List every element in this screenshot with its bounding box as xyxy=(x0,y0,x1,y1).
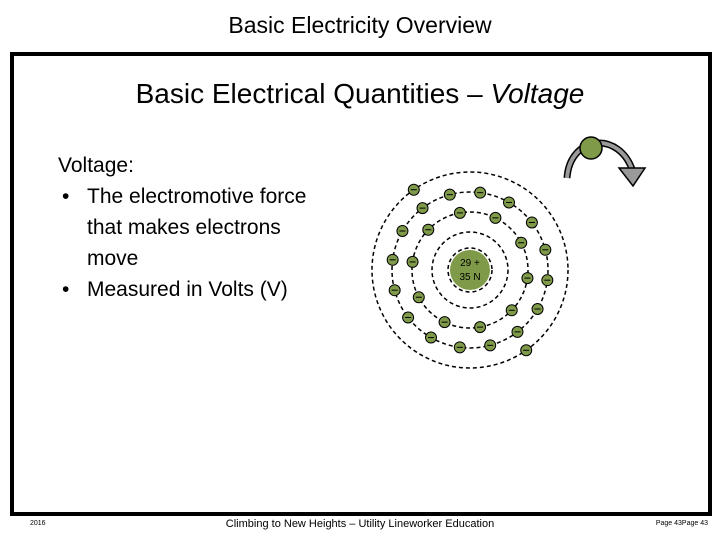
electron xyxy=(532,304,543,315)
electron xyxy=(475,187,486,198)
electron xyxy=(521,345,532,356)
nucleus xyxy=(450,250,490,290)
electron xyxy=(423,224,434,235)
electron xyxy=(485,340,496,351)
electron xyxy=(490,212,501,223)
bullet-list xyxy=(58,181,337,305)
electron xyxy=(407,256,418,267)
electron xyxy=(408,184,419,195)
electron xyxy=(403,312,414,323)
nucleus-neutrons: 35 N xyxy=(459,272,481,283)
footer-page: Page 43Page 43 xyxy=(655,520,708,527)
voltage-heading: Voltage: xyxy=(58,154,134,177)
electron xyxy=(522,273,533,284)
nucleus-protons: 29 + xyxy=(460,258,480,269)
escape-arrow-group xyxy=(545,130,655,190)
electron xyxy=(454,207,465,218)
bullet-item: • The electromotive force that makes electrons move xyxy=(58,181,337,274)
electron xyxy=(516,237,527,248)
electron xyxy=(439,317,450,328)
footer-year: 2016 xyxy=(30,520,46,527)
electron xyxy=(397,226,408,237)
electron xyxy=(512,326,523,337)
slide-title-emphasis: Voltage xyxy=(490,78,585,109)
slide-title-main: Basic Electrical Quantities – xyxy=(135,78,491,109)
free-electron xyxy=(580,137,602,159)
electron xyxy=(454,342,465,353)
bullet-item: • Measured in Volts (V) xyxy=(58,274,337,305)
page-title: Basic Electricity Overview xyxy=(228,12,492,38)
electron xyxy=(387,254,398,265)
slide-title xyxy=(0,78,720,110)
electron xyxy=(540,244,551,255)
footer-course: Climbing to New Heights – Utility Lineworker Education xyxy=(225,518,495,530)
electron xyxy=(426,332,437,343)
slide-body xyxy=(58,150,337,305)
electron xyxy=(444,189,455,200)
electron xyxy=(506,305,517,316)
escape-arrow-head-icon xyxy=(619,168,645,186)
electron xyxy=(475,322,486,333)
electron xyxy=(417,203,428,214)
electron xyxy=(542,275,553,286)
atom-diagram xyxy=(370,170,670,370)
electron xyxy=(413,292,424,303)
electron xyxy=(504,197,515,208)
electron xyxy=(389,285,400,296)
electron xyxy=(526,217,537,228)
